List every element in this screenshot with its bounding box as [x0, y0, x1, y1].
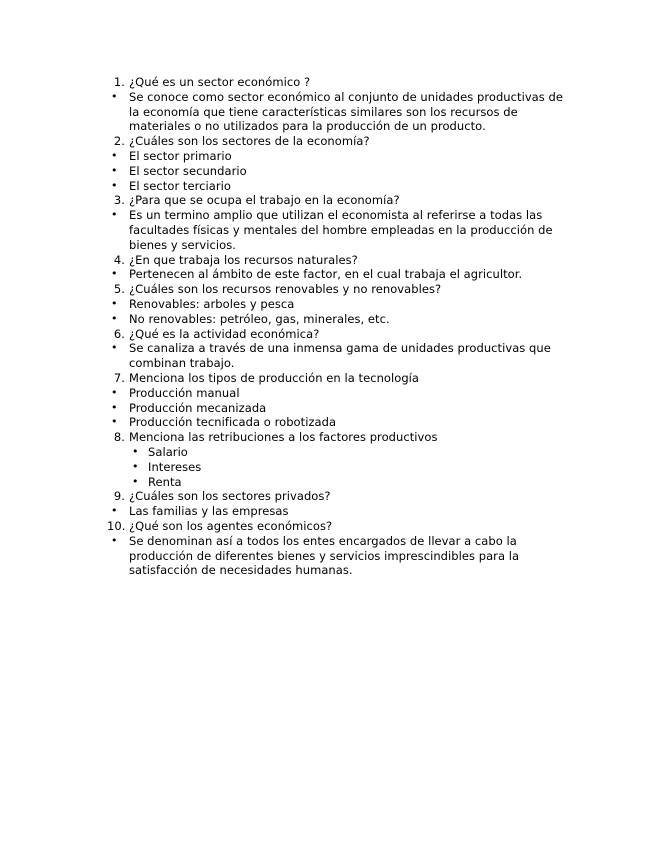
answer-text: Renta — [148, 474, 182, 489]
question-text: Menciona las retribuciones a los factores productivos — [129, 430, 438, 445]
answer-item — [108, 312, 568, 327]
answer-text: Renovables: arboles y pesca — [129, 296, 295, 311]
question-5 — [108, 282, 568, 297]
answer-text: Se canaliza a través de una inmensa gama de unidades productivas que combinan trabajo. — [129, 341, 551, 371]
question-text: Menciona los tipos de producción en la tecnología — [129, 370, 420, 385]
list-number: 4. — [113, 252, 125, 267]
answer-item — [108, 90, 568, 134]
question-text: ¿Qué es la actividad económica? — [129, 326, 320, 341]
list-number: 5. — [113, 282, 125, 297]
answer-text: Pertenecen al ámbito de este factor, en el cual trabaja el agricultor. — [129, 267, 523, 282]
question-1 — [108, 75, 568, 90]
answer-text: Producción manual — [129, 385, 240, 400]
answer-text: Producción mecanizada — [129, 400, 267, 415]
answer-item — [108, 401, 568, 416]
answer-item — [108, 149, 568, 164]
list-number: 9. — [113, 489, 125, 504]
answer-text: El sector secundario — [129, 163, 247, 178]
answer-item — [108, 179, 568, 194]
answer-item — [108, 164, 568, 179]
question-text: ¿Para que se ocupa el trabajo en la economía? — [129, 193, 400, 208]
list-number: 7. — [113, 370, 125, 385]
document-content — [108, 75, 568, 578]
question-9 — [108, 489, 568, 504]
list-number: 8. — [113, 430, 125, 445]
answer-text: Se conoce como sector económico al conjunto de unidades productivas de la economía que tiene características similares son los recursos de materiales o no utilizados para la producción de un producto. — [129, 89, 563, 134]
answer-item — [108, 341, 568, 371]
answer-item — [108, 504, 568, 519]
list-number: 2. — [113, 134, 125, 149]
answer-item — [108, 297, 568, 312]
question-text: ¿Qué es un sector económico ? — [129, 75, 311, 89]
answer-text: No renovables: petróleo, gas, minerales, etc. — [129, 311, 390, 326]
question-text: ¿Cuáles son los recursos renovables y no renovables? — [129, 282, 442, 297]
question-3 — [108, 193, 568, 208]
question-10 — [108, 519, 568, 534]
list-number: 6. — [113, 326, 125, 341]
question-text: ¿Qué son los agentes económicos? — [129, 518, 333, 533]
question-4 — [108, 253, 568, 268]
answer-item — [108, 534, 568, 578]
list-number: 1. — [113, 75, 125, 89]
question-text: ¿Cuáles son los sectores de la economía? — [129, 134, 370, 149]
sub-answer-item — [108, 445, 568, 460]
sub-answer-item — [108, 475, 568, 490]
list-number: 10. — [107, 518, 126, 533]
answer-text: Salario — [148, 444, 188, 459]
question-6 — [108, 327, 568, 342]
list-number: 3. — [113, 193, 125, 208]
answer-item — [108, 267, 568, 282]
answer-text: Se denominan así a todos los entes encargados de llevar a cabo la producción de diferentes bienes y servicios imprescindibles para la satisfacción de necesidades humanas. — [129, 533, 520, 578]
answer-item — [108, 415, 568, 430]
answer-item — [108, 386, 568, 401]
answer-text: Las familias y las empresas — [129, 504, 289, 519]
answer-text: Producción tecnificada o robotizada — [129, 415, 337, 430]
answer-text: El sector terciario — [129, 178, 231, 193]
answer-text: Es un termino amplio que utilizan el economista al referirse a todas las facultades físicas y mentales del hombre empleadas en la producción de bienes y servicios. — [129, 208, 553, 252]
question-8 — [108, 430, 568, 445]
question-text: ¿Cuáles son los sectores privados? — [129, 489, 331, 504]
sub-answer-item — [108, 460, 568, 475]
answer-text: Intereses — [148, 459, 202, 474]
answer-item — [108, 208, 568, 252]
answer-text: El sector primario — [129, 148, 232, 163]
question-text: ¿En que trabaja los recursos naturales? — [129, 252, 358, 267]
question-7 — [108, 371, 568, 386]
question-2 — [108, 134, 568, 149]
